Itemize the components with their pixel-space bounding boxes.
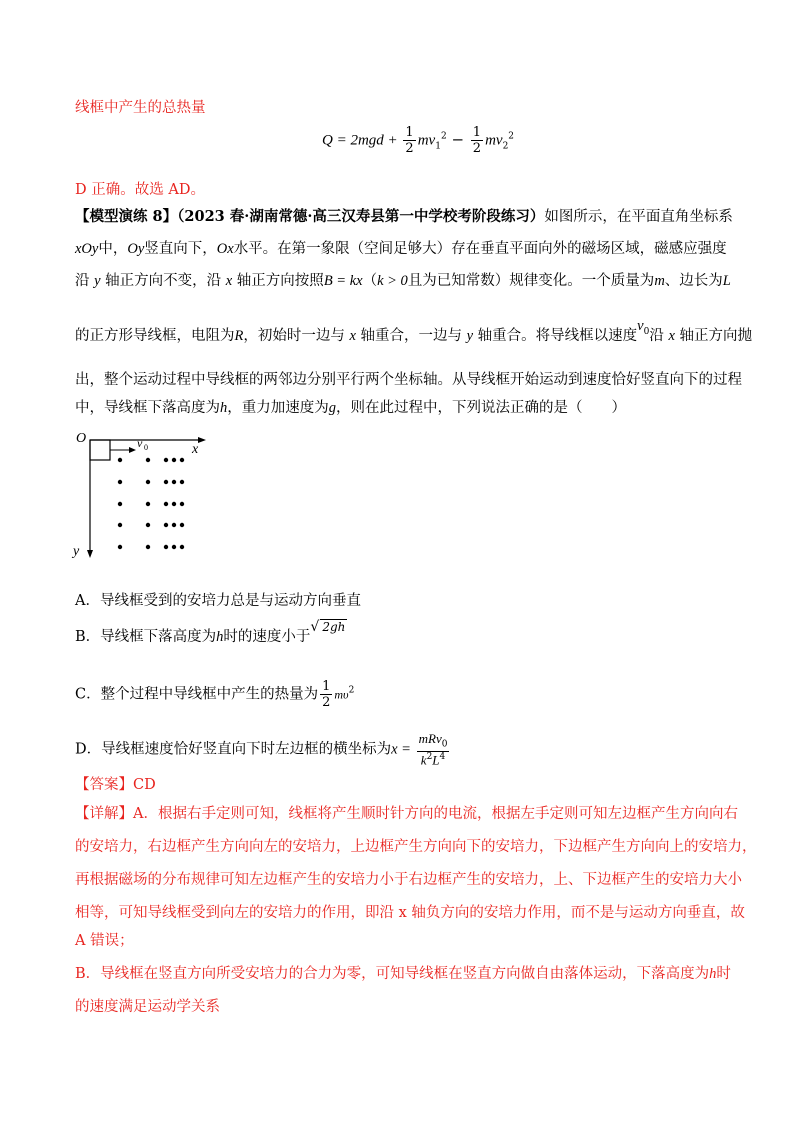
formula-total-heat: Q = 2mgd + $\frac{1}{2}$ $mv_1^2$ − $\frac{1}{2}$ $mv_2^2$ (322, 125, 515, 156)
velocity-label: v (137, 436, 143, 450)
detail-line-7: 的速度满足运动学关系 (75, 999, 220, 1015)
problem-line-4: 的正方形导线框，电阻为R，初始时一边与 x 轴重合，一边与 y 轴重合。将导线框以速度$v_0$沿 x 轴正方向抛 (75, 318, 752, 344)
field-dot (180, 502, 184, 506)
detail-line-1: 【详解】A．根据右手定则可知，线框将产生顺时针方向的电流，根据左手定则可知左边框产生方向向右 (75, 806, 738, 822)
x-axis-label: x (192, 442, 199, 457)
detail-line-2: 的安培力，右边框产生方向向左的安培力，上边框产生方向向下的安培力，下边框产生方向向上的安培力， (75, 839, 757, 855)
problem-tag: 【模型演练 8】 (75, 208, 178, 225)
option-a: A．导线框受到的安培力总是与运动方向垂直 (75, 593, 361, 609)
option-b: B．导线框下落高度为h时的速度小于√ 2gh (75, 619, 346, 645)
field-dot (164, 545, 168, 549)
heat-intro: 线框中产生的总热量 (75, 100, 206, 116)
magnetic-field-dots (118, 458, 184, 549)
field-dot (146, 545, 150, 549)
field-dot (172, 545, 176, 549)
field-dot (164, 502, 168, 506)
field-dot (118, 545, 122, 549)
option-d: D．导线框速度恰好竖直向下时左边框的横坐标为x = $\frac{mRv_0}{k^2L^4}$ (75, 731, 448, 767)
field-dot (172, 523, 176, 527)
problem-line-1: 【模型演练 8】（2023 春·湖南常德·高三汉寿县第一中学校考阶段练习）如图所示，在平面直角坐标系 (75, 208, 733, 225)
origin-label: O (76, 431, 87, 446)
detail-line-4: 相等，可知导线框受到向左的安培力的作用，即沿 x 轴负方向的安培力作用，而不是与运动方向垂直，故 (75, 905, 745, 921)
field-dot (172, 458, 176, 462)
velocity-label-sub: 0 (144, 443, 148, 452)
problem-source: （2023 春·湖南常德·高三汉寿县第一中学校考阶段练习） (177, 208, 545, 225)
field-dot (118, 480, 122, 484)
field-dot (180, 523, 184, 527)
field-dot (164, 480, 168, 484)
magnetic-field-diagram (70, 425, 220, 570)
field-dot (164, 458, 168, 462)
y-axis-label: y (73, 544, 80, 559)
field-dot (118, 523, 122, 527)
detail-line-3: 再根据磁场的分布规律可知左边框产生的安培力小于右边框产生的安培力，上、下边框产生的安培力大小 (75, 872, 742, 888)
y-axis-arrow (87, 550, 93, 558)
field-dot (146, 458, 150, 462)
problem-line-3: 沿 y 轴正方向不变，沿 x 轴正方向按照B = kx（k > 0且为已知常数）规律变化。一个质量为m、边长为L (75, 273, 731, 289)
field-dot (164, 523, 168, 527)
detail-line-5: A 错误； (75, 933, 134, 949)
problem-line-6: 中，导线框下落高度为h，重力加速度为g，则在此过程中，下列说法正确的是（ ） (75, 400, 626, 416)
field-dot (180, 480, 184, 484)
problem-line-2: xOy中，Oy竖直向下，Ox水平。在第一象限（空间足够大）存在垂直平面向外的磁场区域，磁感应强度 (75, 241, 727, 257)
field-dot (180, 545, 184, 549)
option-c: C．整个过程中导线框中产生的热量为 $\frac{1}{2}$ $m\upsilon^2$ (75, 679, 355, 710)
prev-conclusion: D 正确。故选 AD。 (75, 182, 205, 198)
field-dot (118, 458, 122, 462)
field-dot (146, 502, 150, 506)
answer: 【答案】CD (75, 777, 156, 793)
x-axis-arrow (198, 437, 206, 443)
detail-line-6: B．导线框在竖直方向所受安培力的合力为零，可知导线框在竖直方向做自由落体运动，下落高度为h时 (75, 966, 731, 982)
field-dot (118, 502, 122, 506)
field-dot (146, 523, 150, 527)
wire-frame (90, 440, 110, 460)
field-dot (172, 480, 176, 484)
problem-line-5: 出，整个运动过程中导线框的两邻边分别平行两个坐标轴。从导线框开始运动到速度恰好竖直向下的过程 (75, 372, 742, 388)
field-dot (146, 480, 150, 484)
velocity-arrow (129, 447, 136, 453)
field-dot (172, 502, 176, 506)
field-dot (180, 458, 184, 462)
